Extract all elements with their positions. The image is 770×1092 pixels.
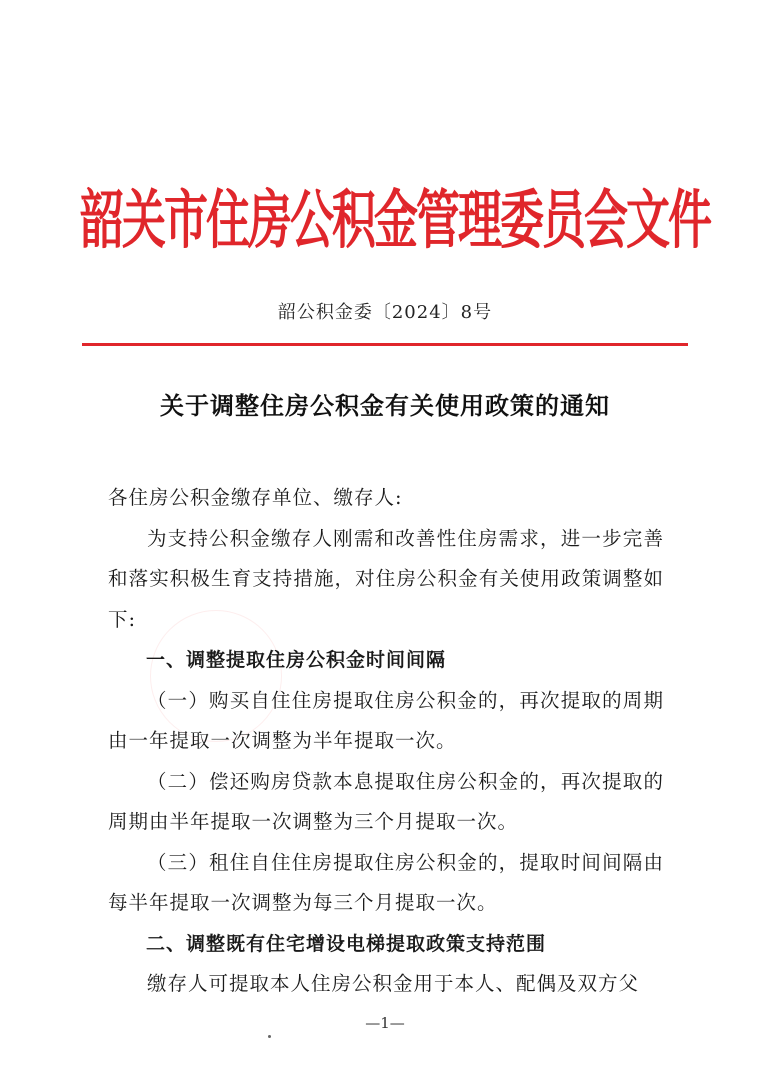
document-number: 韶公积金委〔2024〕8号 (277, 302, 493, 323)
section-2-paragraph: 缴存人可提取本人住房公积金用于本人、配偶及双方父 (147, 972, 640, 995)
notice-title: 关于调整住房公积金有关使用政策的通知 (160, 392, 610, 420)
item-2-paragraph: （二）偿还购房贷款本息提取住房公积金的，再次提取的周期由半年提取一次调整为三个月提取一次。 (108, 769, 664, 833)
body-text (108, 478, 664, 1005)
item-1-paragraph: （一）购买自住住房提取住房公积金的，再次提取的周期由一年提取一次调整为半年提取一次。 (108, 688, 664, 752)
stray-dot (268, 1035, 271, 1038)
item-3-paragraph: （三）租住自住住房提取住房公积金的，提取时间间隔由每半年提取一次调整为每三个月提取一次。 (108, 850, 664, 914)
salutation: 各住房公积金缴存单位、缴存人: (108, 486, 403, 509)
intro-paragraph: 为支持公积金缴存人刚需和改善性住房需求，进一步完善和落实积极生育支持措施，对住房公积金有关使用政策调整如下: (108, 526, 664, 631)
org-title: 韶关市住房公积金管理委员会文件 (80, 183, 710, 258)
page-number: —1— (365, 1014, 405, 1032)
section-heading-1: 一、调整提取住房公积金时间间隔 (146, 649, 447, 671)
red-divider-line (82, 343, 688, 346)
section-heading-2: 二、调整既有住宅增设电梯提取政策支持范围 (146, 932, 547, 955)
